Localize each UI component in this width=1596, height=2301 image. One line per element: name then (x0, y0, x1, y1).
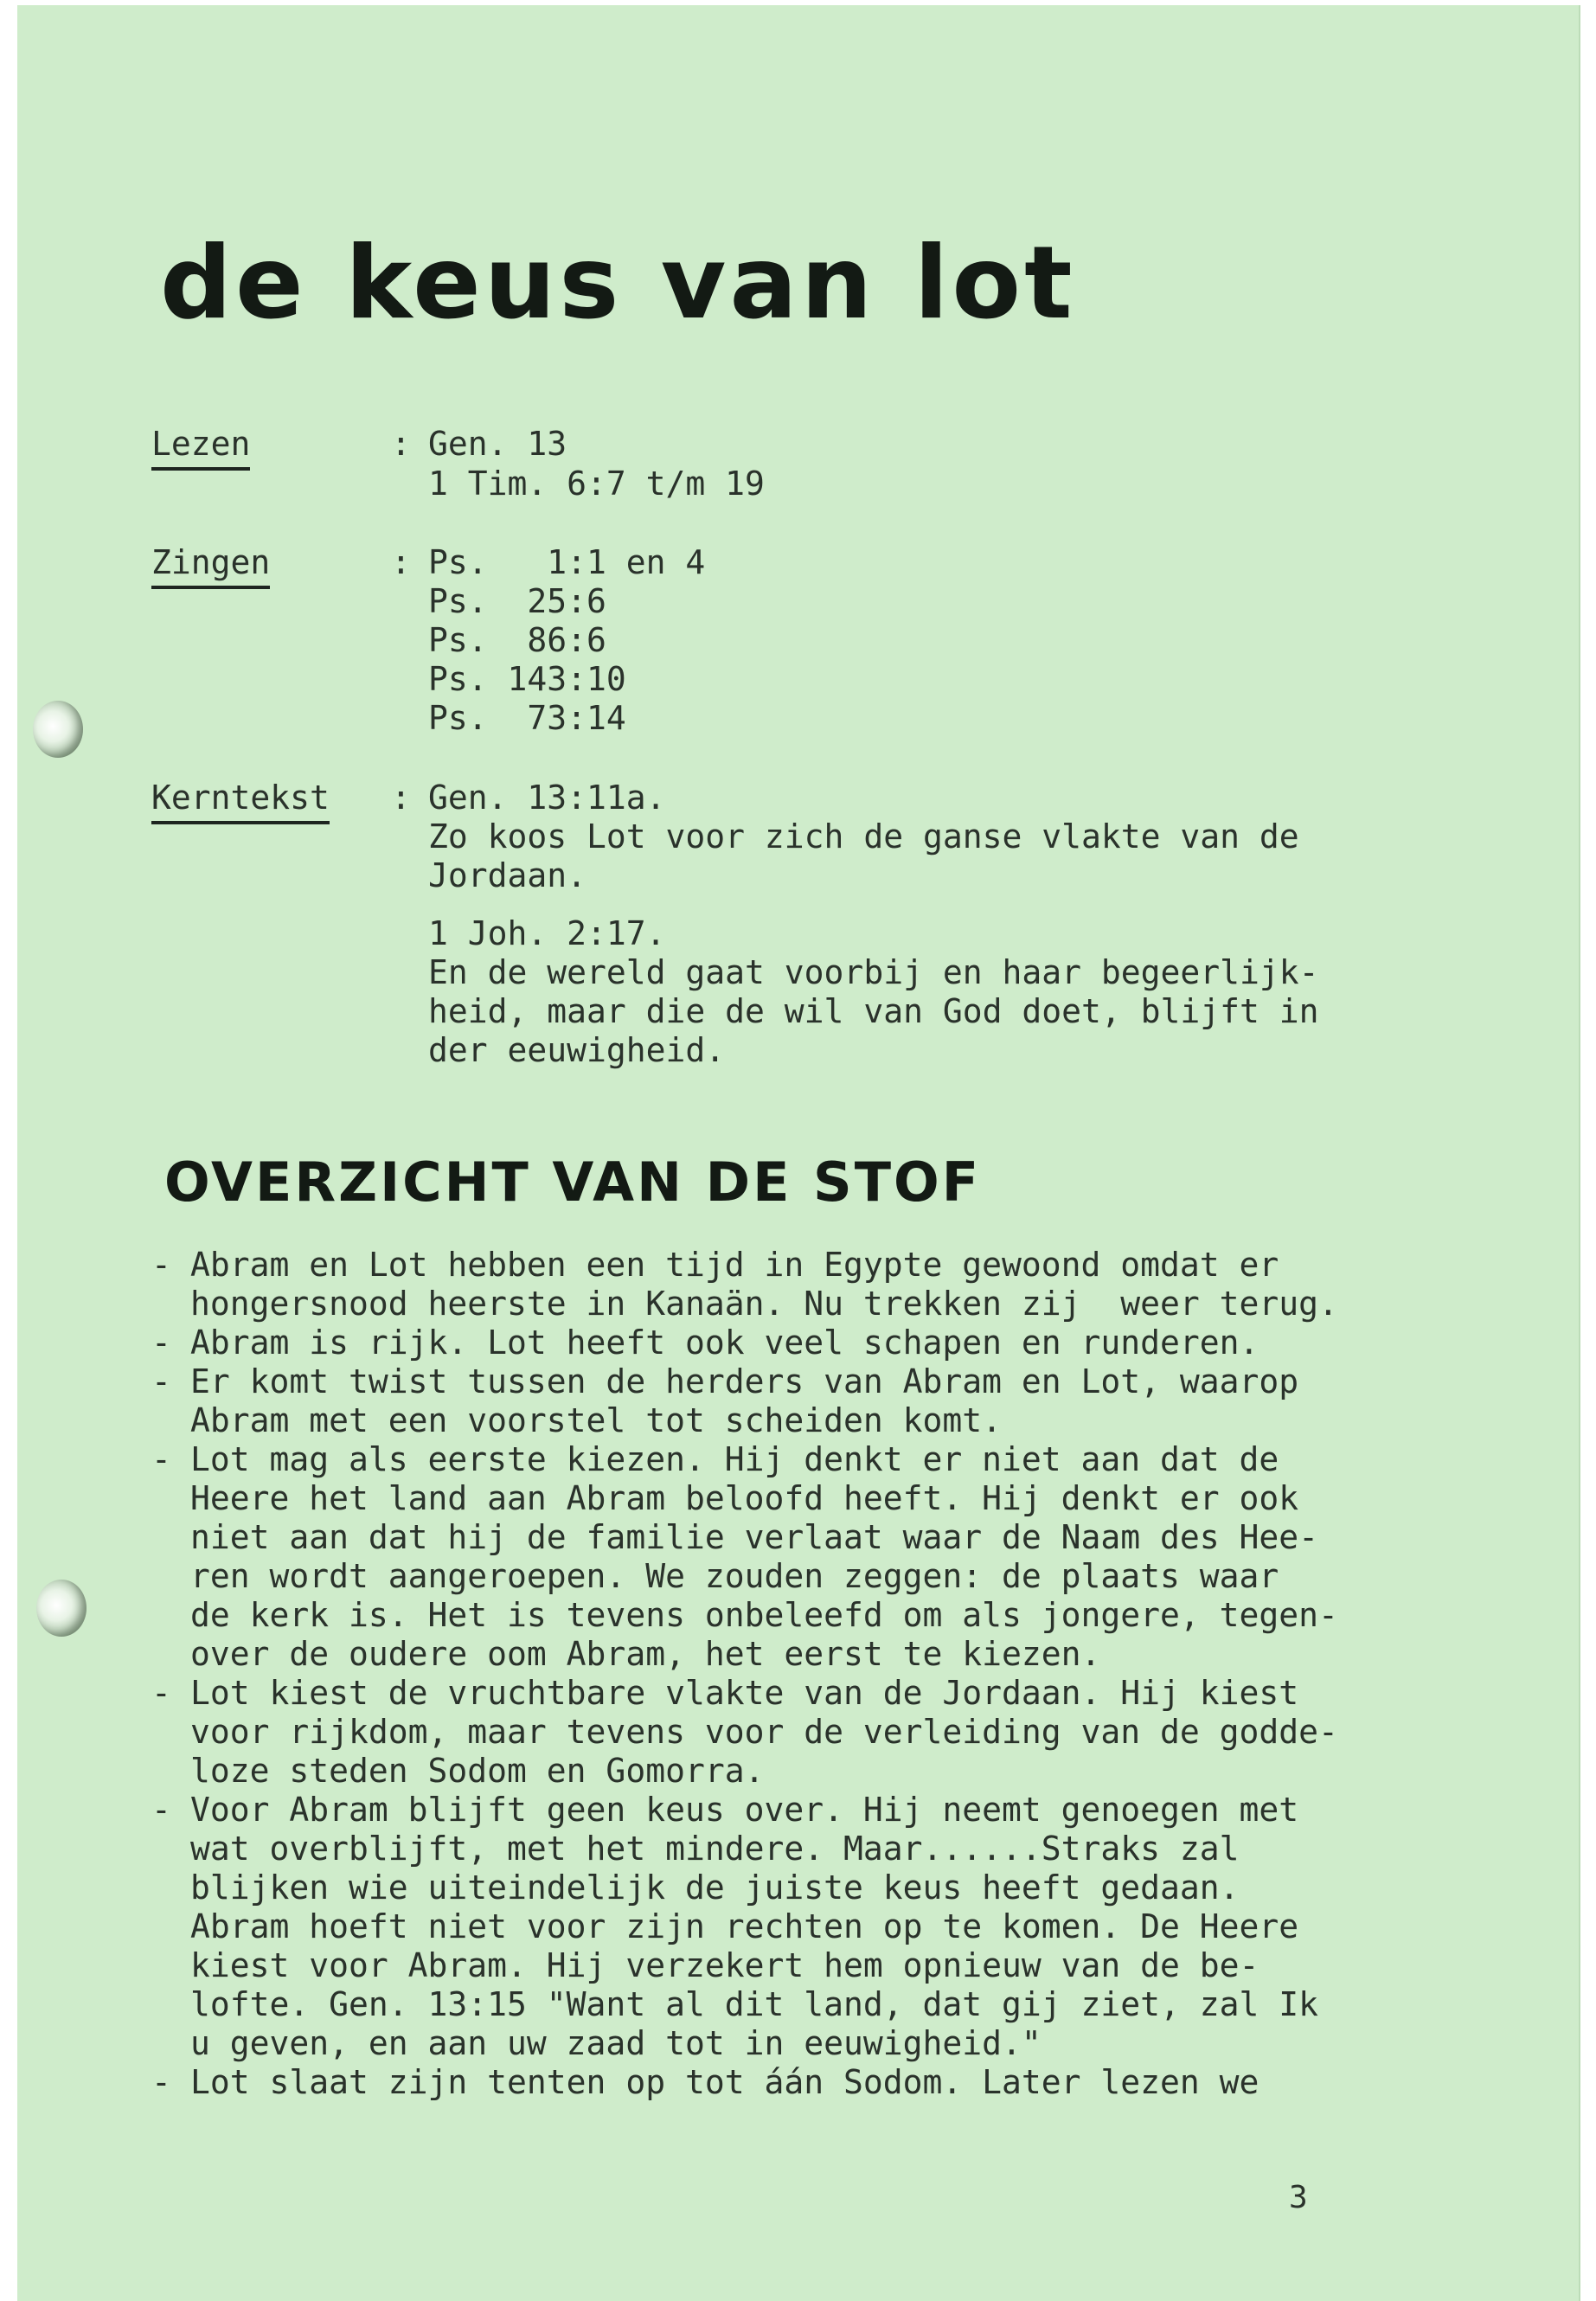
kerntekst-line: En de wereld gaat voorbij en haar begeerlijk- (428, 953, 1319, 991)
overview-item-line: hongersnood heerste in Kanaän. Nu trekken zij weer terug. (190, 1285, 1338, 1323)
overview-item-line: Heere het land aan Abram beloofd heeft. Hij denkt er ook (190, 1479, 1299, 1517)
psalm-line: Ps. 143:10 (428, 660, 626, 698)
bullet-dash: - (151, 1324, 171, 1362)
overview-item-line: u geven, en aan uw zaad tot in eeuwigheid." (190, 2024, 1042, 2062)
kerntekst-label: Kerntekst (151, 781, 330, 824)
bullet-dash: - (151, 1440, 171, 1478)
kerntekst-line: der eeuwigheid. (428, 1031, 726, 1069)
zingen-colon: : (391, 543, 411, 581)
kerntekst-line: Zo koos Lot voor zich de ganse vlakte van de (428, 817, 1299, 856)
lezen-label: Lezen (151, 427, 250, 471)
bullet-dash: - (151, 1362, 171, 1400)
overview-heading: OVERZICHT VAN DE STOF (164, 1150, 982, 1214)
overview-item-line: de kerk is. Het is tevens onbeleefd om als jongere, tegen- (190, 1596, 1338, 1634)
punch-hole-top (33, 701, 83, 758)
psalm-line: Ps. 1:1 en 4 (428, 543, 706, 581)
bullet-dash: - (151, 1246, 171, 1284)
kerntekst-line: Jordaan. (428, 856, 587, 894)
kerntekst-colon: : (391, 779, 411, 817)
psalm-line: Ps. 86:6 (428, 621, 606, 659)
kerntekst-line: 1 Joh. 2:17. (428, 914, 666, 952)
overview-item-line: Voor Abram blijft geen keus over. Hij neemt genoegen met (190, 1791, 1299, 1829)
kerntekst-line: heid, maar die de wil van God doet, blijft in (428, 992, 1319, 1030)
overview-item-line: voor rijkdom, maar tevens voor de verleiding van de godde- (190, 1713, 1338, 1751)
overview-item-line: Abram is rijk. Lot heeft ook veel schapen en runderen. (190, 1324, 1259, 1362)
kerntekst-line: Gen. 13:11a. (428, 779, 666, 817)
overview-item-line: Abram hoeft niet voor zijn rechten op te komen. De Heere (190, 1907, 1299, 1945)
page-number: 3 (1289, 2180, 1308, 2215)
psalm-line: Ps. 73:14 (428, 699, 626, 737)
overview-item-line: ren wordt aangeroepen. We zouden zeggen: de plaats waar (190, 1557, 1279, 1595)
bullet-dash: - (151, 2063, 171, 2101)
lezen-colon: : (391, 425, 411, 463)
overview-item-line: wat overblijft, met het mindere. Maar......Straks zal (190, 1830, 1240, 1868)
overview-item-line: Lot kiest de vruchtbare vlakte van de Jordaan. Hij kiest (190, 1674, 1299, 1712)
punch-hole-bottom (36, 1580, 87, 1637)
overview-item-line: kiest voor Abram. Hij verzekert hem opnieuw van de be- (190, 1946, 1259, 1984)
overview-item-line: blijken wie uiteindelijk de juiste keus heeft gedaan. (190, 1868, 1240, 1907)
overview-item-line: lofte. Gen. 13:15 "Want al dit land, dat gij ziet, zal Ik (190, 1985, 1319, 2023)
overview-item-line: loze steden Sodom en Gomorra. (190, 1752, 765, 1790)
overview-item-line: Abram met een voorstel tot scheiden komt. (190, 1401, 1002, 1439)
lezen-line: 1 Tim. 6:7 t/m 19 (428, 465, 765, 503)
page-title: de keus van lot (160, 225, 1076, 342)
lezen-line: Gen. 13 (428, 425, 567, 463)
psalm-line: Ps. 25:6 (428, 582, 606, 620)
overview-item-line: Lot mag als eerste kiezen. Hij denkt er niet aan dat de (190, 1440, 1279, 1478)
overview-item-line: niet aan dat hij de familie verlaat waar de Naam des Hee- (190, 1518, 1319, 1556)
overview-item-line: Abram en Lot hebben een tijd in Egypte gewoond omdat er (190, 1246, 1279, 1284)
zingen-label: Zingen (151, 546, 270, 589)
overview-item-line: Lot slaat zijn tenten op tot áán Sodom. Later lezen we (190, 2063, 1259, 2101)
bullet-dash: - (151, 1791, 171, 1829)
bullet-dash: - (151, 1674, 171, 1712)
overview-item-line: Er komt twist tussen de herders van Abram en Lot, waarop (190, 1362, 1299, 1400)
overview-item-line: over de oudere oom Abram, het eerst te kiezen. (190, 1635, 1101, 1673)
